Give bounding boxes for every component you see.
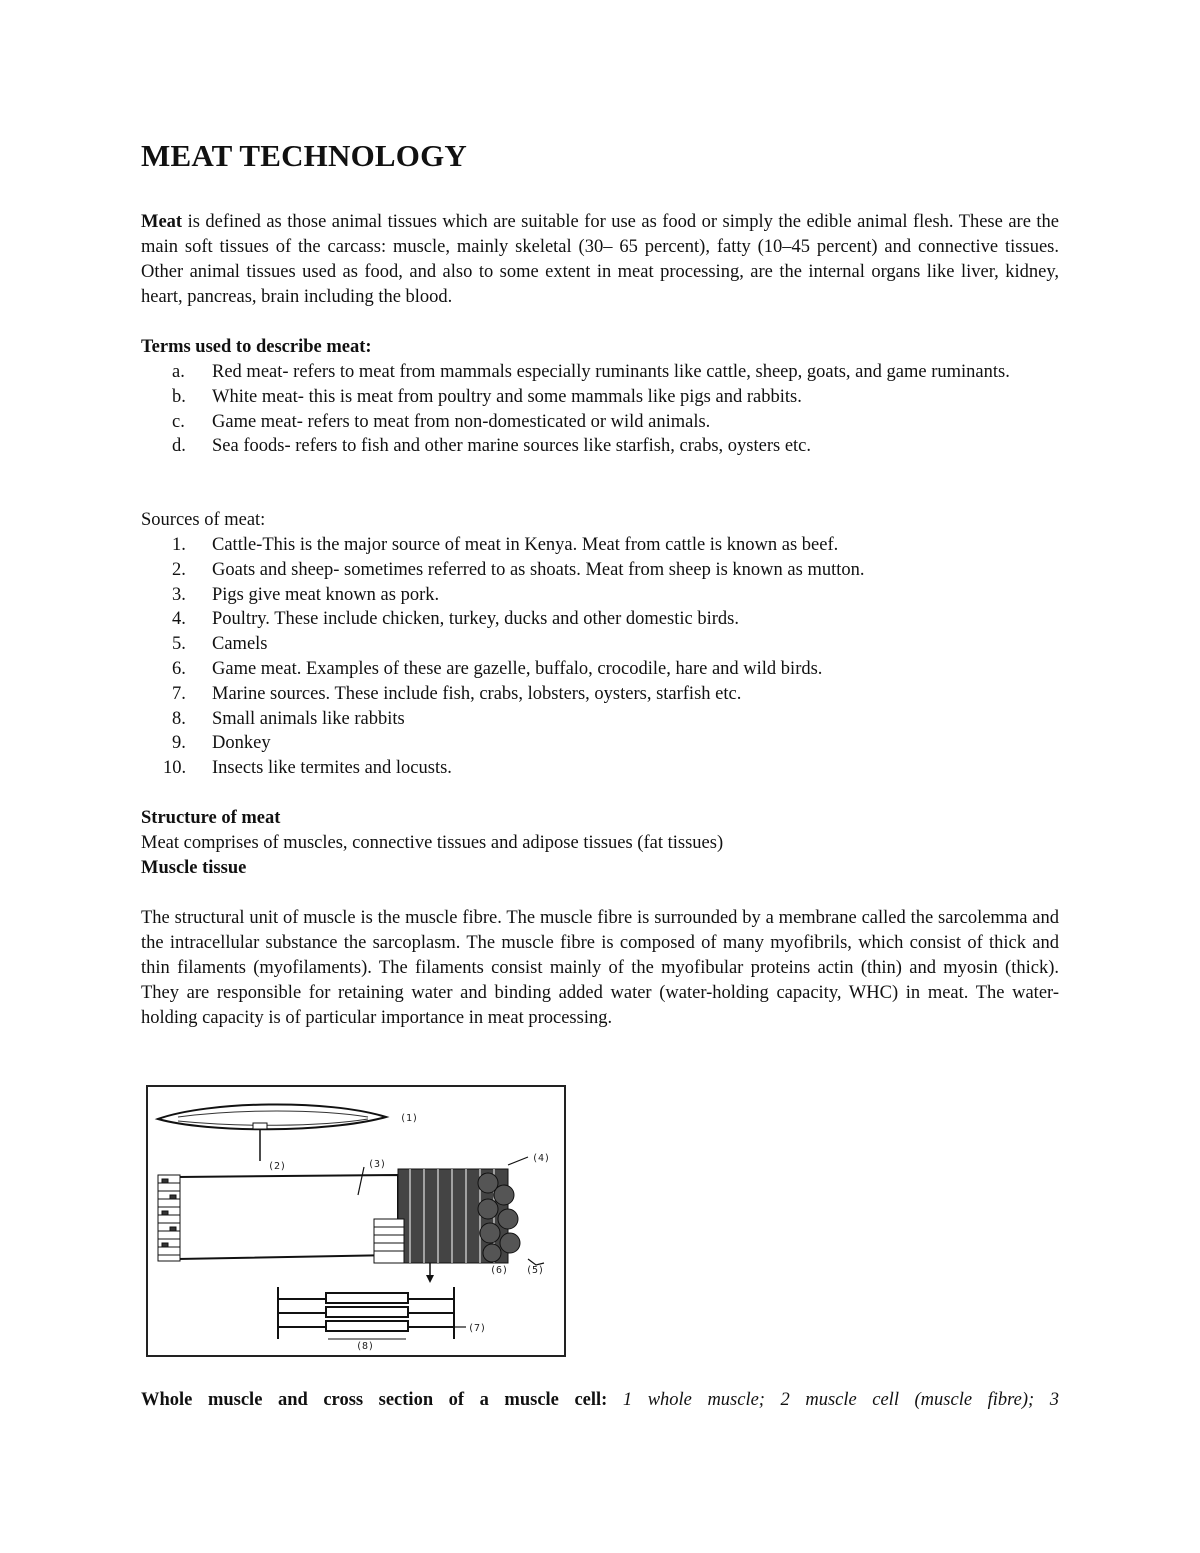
- list-item-text: Pigs give meat known as pork.: [212, 584, 440, 605]
- structure-heading: Structure of meat: [141, 808, 281, 828]
- figure-label: (5): [526, 1265, 545, 1276]
- list-item-text: Game meat. Examples of these are gazelle, buffalo, crocodile, hare and wild birds.: [212, 658, 823, 679]
- figure-label: (3): [368, 1159, 387, 1170]
- list-item-text: Goats and sheep- sometimes referred to as shoats. Meat from sheep is known as mutton.: [212, 559, 865, 580]
- list-item-text: White meat- this is meat from poultry and some mammals like pigs and rabbits.: [212, 386, 802, 407]
- sources-list: [141, 533, 1059, 781]
- list-marker: 5.: [172, 634, 186, 655]
- caption-italic: 1 whole muscle; 2 muscle cell (muscle fibre); 3: [607, 1390, 1059, 1410]
- muscle-structure-figure: [146, 1085, 566, 1357]
- list-item-text: Game meat- refers to meat from non-domesticated or wild animals.: [212, 411, 711, 432]
- list-item-text: Cattle-This is the major source of meat in Kenya. Meat from cattle is known as beef.: [212, 535, 839, 555]
- list-marker: 1.: [172, 535, 186, 555]
- figure-label: (2): [268, 1161, 287, 1172]
- figure-label: (1): [400, 1113, 419, 1124]
- caption-bold: Whole muscle and cross section of a muscle cell:: [141, 1390, 608, 1410]
- list-item: [141, 731, 1059, 756]
- list-item-text: Poultry. These include chicken, turkey, ducks and other domestic birds.: [212, 609, 739, 630]
- figure-label: (8): [356, 1341, 375, 1352]
- striated-end-left: [158, 1175, 180, 1261]
- list-item: [141, 682, 1059, 707]
- list-marker: 9.: [172, 733, 186, 754]
- muscle-tissue-paragraph: The structural unit of muscle is the muscle fibre. The muscle fibre is surrounded by a membrane called the sarcolemma and the intracellular substance the sarcoplasm. The muscle fibre is composed of many myofibrils, which consist of thick and thin filaments (myofilaments). The filaments consist mainly of the myofibular proteins actin (thin) and myosin (thick). They are responsible for retaining water and binding added water (water-holding capacity, WHC) in meat. The water-holding capacity is of particular importance in meat processing.: [141, 908, 1059, 1028]
- list-item-text: Small animals like rabbits: [212, 708, 405, 729]
- list-marker: 8.: [172, 708, 186, 729]
- list-item: [141, 434, 1059, 459]
- sources-heading: Sources of meat:: [141, 510, 266, 530]
- terms-heading: Terms used to describe meat:: [141, 337, 372, 357]
- intro-text: is defined as those animal tissues which are suitable for use as food or simply the edible animal flesh. These are the main soft tissues of the carcass: muscle, mainly skeletal (30– 65 percent), fatty (10–45 percent) and connective tissues. Other animal tissues used as food, and also to some extent in meat processing, are the internal organs like liver, kidney, heart, pancreas, brain including the blood.: [141, 212, 1059, 307]
- list-item-text: Camels: [212, 634, 268, 655]
- structure-text: Meat comprises of muscles, connective tissues and adipose tissues (fat tissues): [141, 833, 724, 853]
- list-item-text: Sea foods- refers to fish and other marine sources like starfish, crabs, oysters etc.: [212, 436, 812, 457]
- list-item: [141, 607, 1059, 632]
- list-marker: d.: [172, 436, 186, 457]
- list-item: [141, 583, 1059, 608]
- list-marker: a.: [172, 362, 185, 382]
- list-item-text: Donkey: [212, 733, 271, 754]
- list-marker: b.: [172, 386, 186, 407]
- list-marker: 3.: [172, 584, 186, 605]
- page-title: MEAT TECHNOLOGY: [141, 138, 467, 173]
- muscle-tissue-heading: Muscle tissue: [141, 858, 247, 878]
- list-marker: 6.: [172, 658, 186, 679]
- intro-paragraph: [141, 210, 1059, 310]
- figure-label: (7): [468, 1323, 487, 1334]
- list-marker: 4.: [172, 609, 186, 630]
- terms-list: [141, 360, 1059, 459]
- muscle-diagram: [148, 1087, 564, 1355]
- list-item-text: Marine sources. These include fish, crabs, lobsters, oysters, starfish etc.: [212, 683, 742, 704]
- figure-caption: [141, 1388, 1059, 1413]
- list-marker: 7.: [172, 683, 186, 704]
- sarcomere-schematic: [278, 1287, 466, 1339]
- list-marker: c.: [172, 411, 185, 432]
- list-item: [141, 632, 1059, 657]
- list-item: [141, 385, 1059, 410]
- intro-lead: Meat: [141, 212, 183, 232]
- list-item: [141, 360, 1059, 385]
- figure-label: (6): [490, 1265, 509, 1276]
- figure-label: (4): [532, 1153, 551, 1164]
- list-item: [141, 756, 1059, 781]
- list-marker: 10.: [163, 758, 187, 779]
- list-item-text: Insects like termites and locusts.: [212, 758, 452, 779]
- list-item: [141, 410, 1059, 435]
- muscle-fibre-shape: [178, 1175, 398, 1259]
- list-item: [141, 707, 1059, 732]
- list-marker: 2.: [172, 559, 186, 580]
- list-item: [141, 657, 1059, 682]
- list-item-text: Red meat- refers to meat from mammals especially ruminants like cattle, sheep, goats, and game ruminants.: [212, 362, 1010, 382]
- list-item: [141, 558, 1059, 583]
- list-item: [141, 533, 1059, 558]
